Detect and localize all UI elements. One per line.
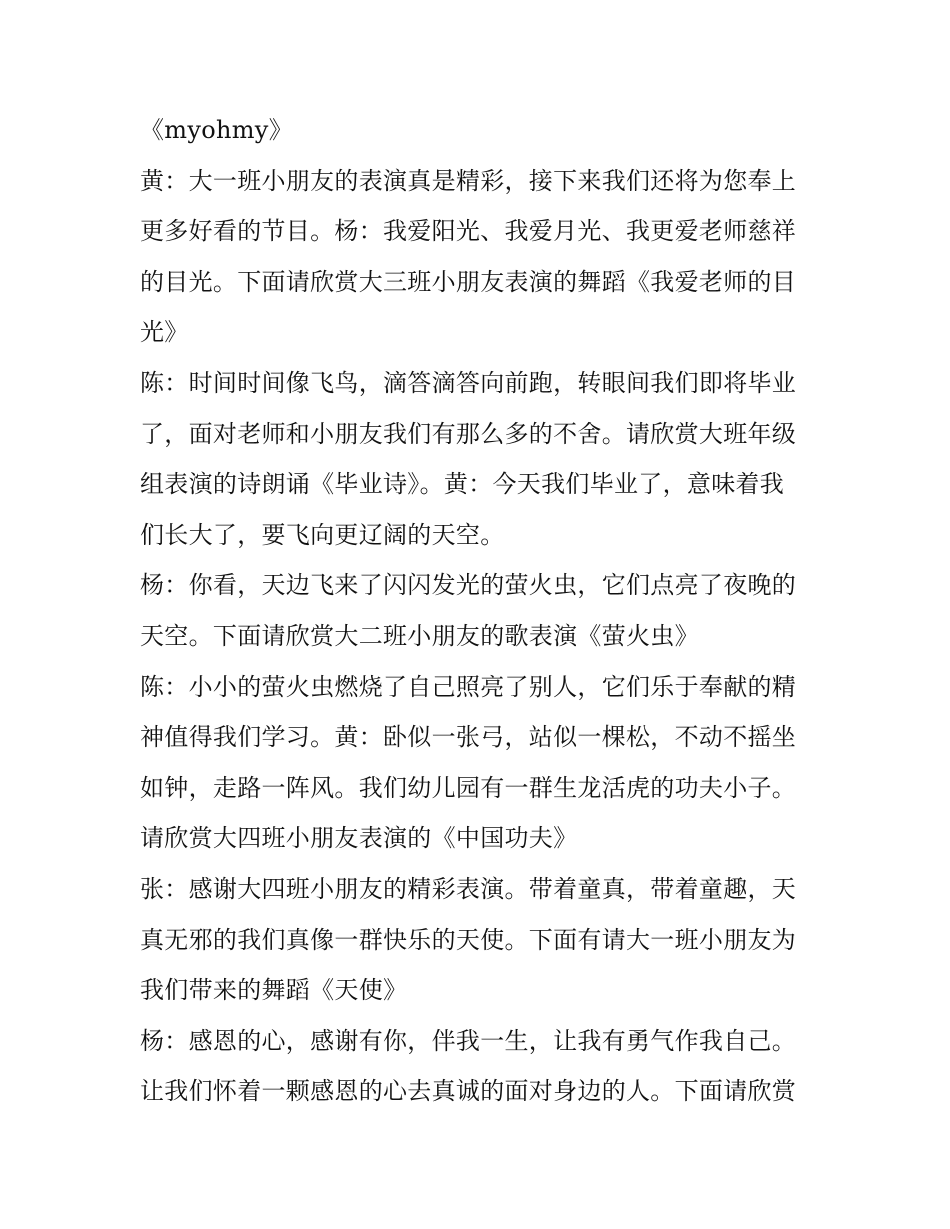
text-line: 光》 [140, 318, 189, 347]
text-line: 天空。下面请欣赏大二班小朋友的歌表演《萤火虫》 [140, 622, 699, 650]
text-line: 如钟，走路一阵风。我们幼儿园有一群生龙活虎的功夫小子。 [140, 773, 797, 802]
text-line: 我们带来的舞蹈《天使》 [140, 976, 408, 1005]
text-line: 陈：时间时间像飞鸟，滴答滴答向前跑，转眼间我们即将毕业 [140, 369, 797, 397]
text-line: 的目光。下面请欣赏大三班小朋友表演的舞蹈《我爱老师的目 [140, 267, 797, 296]
text-line: 张：感谢大四班小朋友的精彩表演。带着童真，带着童趣，天 [140, 875, 797, 903]
text-line: 真无邪的我们真像一群快乐的天使。下面有请大一班小朋友为 [140, 925, 797, 954]
text-line: 神值得我们学习。黄：卧似一张弓，站似一棵松，不动不摇坐 [140, 723, 797, 752]
text-line: 组表演的诗朗诵《毕业诗》。黄：今天我们毕业了，意味着我 [140, 470, 785, 499]
text-line: 黄：大一班小朋友的表演真是精彩，接下来我们还将为您奉上 [140, 166, 797, 195]
text-line: 们长大了，要飞向更辽阔的天空。 [140, 520, 505, 549]
text-line: 陈：小小的萤火虫燃烧了自己照亮了别人，它们乐于奉献的精 [140, 672, 797, 701]
text-line: 更多好看的节目。杨：我爱阳光、我爱月光、我更爱老师慈祥 [140, 217, 797, 246]
text-line: 请欣赏大四班小朋友表演的《中国功夫》 [140, 824, 578, 853]
text-line: 杨：你看，天边飞来了闪闪发光的萤火虫，它们点亮了夜晚的 [140, 571, 797, 600]
document-title-line: 《myohmy》 [140, 116, 293, 144]
text-line: 了，面对老师和小朋友我们有那么多的不舍。请欣赏大班年级 [140, 419, 797, 448]
text-line: 杨：感恩的心，感谢有你，伴我一生，让我有勇气作我自己。 [140, 1026, 797, 1055]
text-line: 让我们怀着一颗感恩的心去真诚的面对身边的人。下面请欣赏 [140, 1077, 797, 1106]
